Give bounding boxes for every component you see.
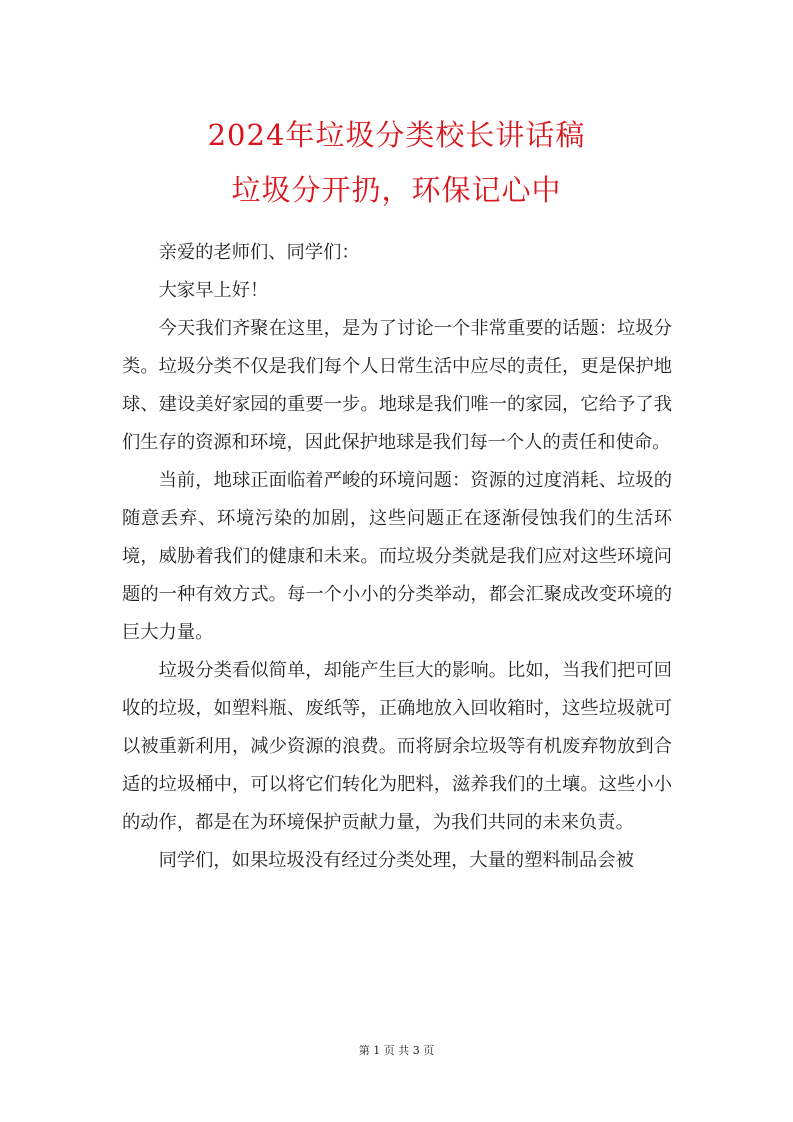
page-number-footer: 第 1 页 共 3 页 — [358, 1044, 435, 1057]
document-body — [122, 234, 672, 880]
document-title: 2024年垃圾分类校长讲话稿 — [207, 118, 586, 152]
body-paragraph: 垃圾分类看似简单，却能产生巨大的影响。比如，当我们把可回收的垃圾，如塑料瓶、废纸等，正确地放入回收箱时，这些垃圾就可以被重新利用，减少资源的浪费。而将厨余垃圾等有机废弃物放到合适的垃圾桶中，可以将它们转化为肥料，滋养我们的土壤。这些小小的动作，都是在为环境保护贡献力量，为我们共同的未来负责。 — [122, 660, 672, 833]
body-paragraph: 同学们，如果垃圾没有经过分类处理，大量的塑料制品会被 — [158, 850, 634, 871]
body-paragraph: 当前，地球正面临着严峻的环境问题：资源的过度消耗、垃圾的随意丢弃、环境污染的加剧，这些问题正在逐渐侵蚀我们的生活环境，威胁着我们的健康和未来。而垃圾分类就是我们应对这些环境问题的一种有效方式。每一个小小的分类举动，都会汇聚成改变环境的巨大力量。 — [122, 470, 672, 643]
document-subtitle: 垃圾分开扔，环保记心中 — [231, 173, 562, 207]
salutation-paragraph: 大家早上好！ — [158, 280, 269, 301]
body-paragraph: 今天我们齐聚在这里，是为了讨论一个非常重要的话题：垃圾分类。垃圾分类不仅是我们每个人日常生活中应尽的责任，更是保护地球、建设美好家园的重要一步。地球是我们唯一的家园，它给予了我们生存的资源和环境，因此保护地球是我们每一个人的责任和使命。 — [122, 318, 672, 453]
greeting-paragraph: 亲爱的老师们、同学们： — [158, 242, 360, 263]
